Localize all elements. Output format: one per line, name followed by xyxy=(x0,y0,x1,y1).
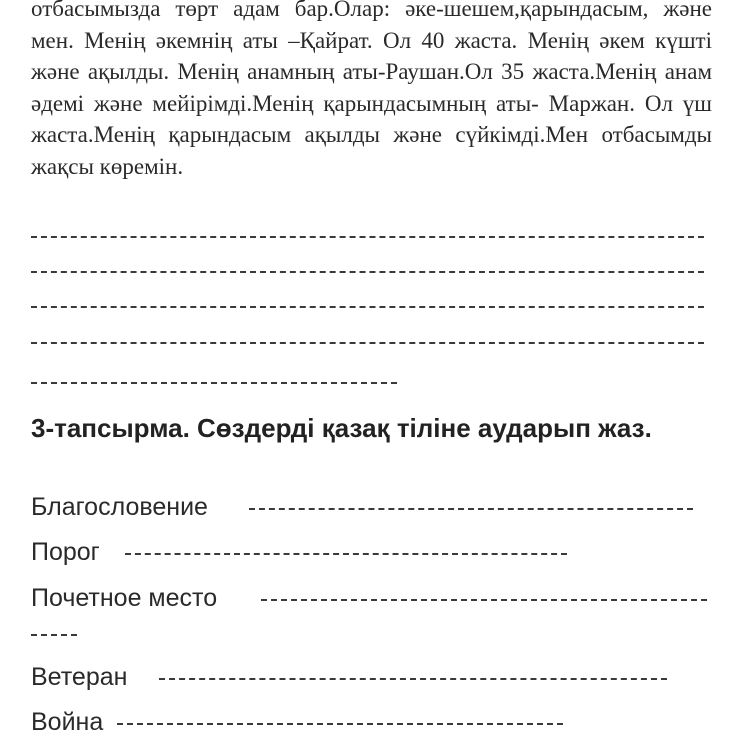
task-title: 3-тапсырма. Сөздерді қазақ тіліне аударып жаз. xyxy=(31,413,652,443)
answer-line-5 xyxy=(31,382,397,384)
word-label: Ветеран xyxy=(31,663,128,691)
answer-blank-continuation xyxy=(31,634,77,636)
word-row-war xyxy=(31,705,711,739)
answer-blank xyxy=(261,599,707,601)
word-label: Почетное место xyxy=(31,584,218,612)
answer-line-2 xyxy=(31,271,704,273)
word-row-blessing xyxy=(31,490,711,524)
family-paragraph: отбасымызда төрт адам бар.Олар: әке-шешем,қарындасым, және мен. Менің әкемнің аты –Қайрат. Ол 40 жаста. Менің әкем күшті және ақылды. Менің анамның аты-Раушан.Ол 35 жаста.Менің анам әдемі және мейірімді.Менің қарындасымның аты- Маржан. Ол үш жаста.Менің қарындасым ақылды және сүйкімді.Мен отбасымды жақсы көремін. xyxy=(31,0,712,179)
answer-blank xyxy=(125,553,567,555)
word-row-threshold xyxy=(31,535,711,569)
word-label: Война xyxy=(31,708,104,736)
answer-line-1 xyxy=(31,236,704,238)
answer-blank xyxy=(249,508,693,510)
answer-line-3 xyxy=(31,306,704,308)
answer-blank xyxy=(117,723,563,725)
word-label: Благословение xyxy=(31,493,208,521)
word-label: Порог xyxy=(31,538,100,566)
word-row-veteran xyxy=(31,660,711,694)
word-row-place-of-honor xyxy=(31,581,721,615)
answer-blank xyxy=(159,678,667,680)
answer-line-4 xyxy=(31,342,704,344)
